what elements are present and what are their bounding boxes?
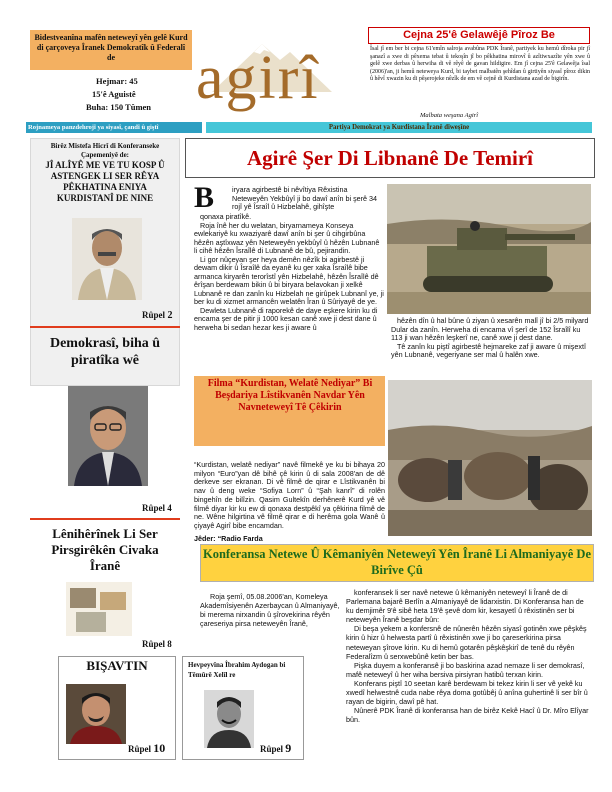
bisavtin-title[interactable]: BIŞAVTIN <box>86 658 148 673</box>
portrait-photo-icon <box>68 386 148 486</box>
lead-paragraph: qonaxa piratîkê. <box>200 212 252 221</box>
announcement-body: Îsal jî em ber bi cejna 61'emîn salroja avabûna PDK Îranê, partiyek ku hemû dîroka pir jî şanazî a xwe di pêxema tebat û tekoşîn jî bo pêkhatina mirovî û azîtiwxazîte yên xwe û gelê xwe derbas û herwiha di vê rêyê de gavan hildigire. Em jî cejna 25'ê Gelawêja îsal (2006)'an, ji hemû neteweya Kurd, bi taybet malbatên şehîdan û girtiyên siyasî pîroz dikin û hêvî xwazin ku di pêşerojeke nêzîk de em vê cejnê di Kurdistana azad de bigirîn. <box>370 46 590 83</box>
issue-date: 15'ê Aguistê <box>92 89 136 99</box>
issue-price: Buha: 150 Tûmen <box>86 102 152 112</box>
lead-paragraph: Roja înê her du welatan, biryarnameya Konseya ewlekariyê ku xwaziyarê dawî anîn bi şer û cihgirbûna hêzên aştîxwaz yên Neteweyên yekbûyî û hêzên Lubnanê li cihê hêzên Îsraîlê di Lubnanê de bû, pejirandin. <box>194 220 380 255</box>
announcement-title: Cejna 25'ê Gelawêjê Pîroz Be <box>368 27 590 44</box>
lead-paragraph: Dewleta Lubnanê di raporekê de daye eşkere kirin ku di encama şer de pitir ji 1000 kesan canê xwe ji dest dane û herweha bi sedan hezar kes ji aware û <box>194 305 378 332</box>
illustration-photo-icon <box>66 582 132 636</box>
portrait-photo-icon <box>66 684 126 744</box>
newspaper-logo: agirî <box>196 44 320 112</box>
page-ref-number: 9 <box>285 741 292 755</box>
portrait-photo-icon <box>204 690 254 748</box>
page-ref-number: 10 <box>153 741 166 755</box>
lead-paragraph: hêzên dîn û hal bûne û ziyan û xesarên malî jî bi 2/5 milyard Dular da zanîn. Herweha di encama vî şerî de 152 Îsraîlî ku 113 ji wan hêzên leşkerî ne, canê xwe ji dest dane. <box>391 316 589 342</box>
conference-body-right <box>346 588 592 724</box>
interview-headline[interactable]: JÎ ALÎYÊ ME VE TU KOSP Û ASTENGEK LI SER RÊYA PÊKHATINA ENIYA KURDISTANÎ DE NINE <box>45 160 165 203</box>
film-body: “Kurdistan, welatê nediyar” navê filmekê ye ku bi bihaya 20 milyon “Euro”yan dê bihê çê kirin û di sala 2008'an de dê derkeve ser ekranan. Di vê filmê de qirar e Lîstikvanên bi nav û deng weke “Sofiya Lorn” û “Şah kanrî” di rolên bingehîn de bilîzin. Qasim Gultekîn derhênerê Kurd yê vê filmê diyar kir ku ew di qonaxa destpêkî ya çêkirina filmê de ne. Wêne hilgirtina vê filmê qirar e di herêma gola Wanê û çiyayê Agirî bibe encamdan. <box>194 460 385 530</box>
divider <box>30 326 180 328</box>
democracy-teaser-title[interactable]: Demokrasî, biha û piratîka wê <box>49 336 161 368</box>
page-ref-2[interactable] <box>142 310 173 321</box>
society-teaser-title[interactable]: Lênihêrînek Li Ser Pirsgirêkên Civaka Îranê <box>51 526 159 573</box>
page-ref-number: 2 <box>167 310 173 321</box>
lead-headline[interactable]: Agirê Şer Di Libnanê De Temirî <box>246 146 534 170</box>
lead-paragraph: Li gor nûçeyan şer heya demên nêzîk bi agirbestê ji dewam dikir û Îsraîlê da eyanê ku ger xaka Îsraîlê bibe armanca kiryarên terorîstî yên Hizbelahê, hêzên Îsraîlê dê êrîşan berdewam bikin û bi biryara belavokan ji xelkê Lubnanê re dan zanîn ku Hizbelah ne girûpek Lubnanî ye, ji ber ku di xizmet armancên welatên Îran û Sûriyayê de ye. <box>194 254 384 306</box>
divider <box>30 518 180 520</box>
tank-photo-icon <box>387 184 591 314</box>
lead-body <box>194 213 384 332</box>
lead-first-line: iryara agirbestê bi nêvîtiya Rêxistina Neteweyên Yekbûyî ji bo dawî anîn bi şerê 34 rojî yê Îsraîl û Hizbelahê, gihîşte <box>232 185 378 211</box>
conference-paragraph: Nûnerê PDK Îranê di konferansa han de birêz Kekê Hacî û Dr. Mîro Elîyar bûn. <box>346 706 589 725</box>
page-ref-label: Rûpel <box>142 310 166 320</box>
page-ref-8[interactable]: Rûpel 8 <box>142 639 172 649</box>
masthead-tagline: Bidestveanîna mafên neteweyî yên gelê Kurd di çarçoveya Îranek Demokratîk û Federalî de <box>30 30 192 70</box>
conference-paragraph: konferansek li ser navê netewe û kêmaniyên neteweyî li Îranê de di Parlemana bajarê Berlîn a Almaniyayê de lidarxistin. Di Konferansa han de ku demjimêr 9'ê sibê heta 19'ê şevê dom kir, kesayetî û rêxistinên ser bi neteweyên Îranê beşdar bûn: <box>346 588 584 625</box>
page-ref-4[interactable]: Rûpel 4 <box>142 503 172 513</box>
page-ref-label: Rûpel <box>260 744 284 754</box>
conference-body-left: Roja şemî, 05.08.2006'an, Komeleya Akademîsiyenên Azerbaycan û Almaniyayê, bi merema nirxandin û şîrovekirina rêyên çareseriya pirsa neteweyên Îranê, <box>200 592 340 628</box>
page-ref-10[interactable] <box>128 741 165 756</box>
issue-number: Hejmar: 45 <box>96 76 138 86</box>
conference-paragraph: Di beşa yekem a konfersnê de nûnerên hêzên siyasî gotinên xwe pêşkêş kirin û hizr û helwesta partî û rêxistinên xwe ji bo çareserkirina pirsa neteweyan şîrove kirin. Ku di hemû gotarên pêşkêşkirî de tenê du rêyên Federalîzm û serxwebûnê ketin ber bas. <box>346 624 587 661</box>
lead-paragraph: Tê zanîn ku piştî agirbestê hejmareke zaf ji aware û mişextî yên Lubnanê, vegeriyane ser mal û halên xwe. <box>391 341 586 359</box>
page-ref-label: Rûpel <box>128 744 152 754</box>
interview-teaser-text[interactable]: Hevpeyvîna Îbrahim Aydogan bi Têmûrê Xelîl re <box>188 661 286 679</box>
conference-headline[interactable]: Konferansa Netewe Û Kêmaniyên Neteweyî Yên Îranê Li Almaniyayê De Birîve Çû <box>202 547 591 577</box>
subtitle-bar-right: Partiya Demokrat ya Kurdistana Îranê diweşîne <box>206 122 592 133</box>
conference-paragraph: Konferans piştî 10 seetan karê berdewam bi tekez kirin li ser vê yekê ku xwedî helwestnê cuda nabe rêya doma gotûbêj û anîna guhertinê li ser bîr û rayan de bigirin, dawî pê hat. <box>346 678 588 707</box>
portrait-photo-icon <box>72 218 142 300</box>
conference-paragraph: Pişka duyem a konferansê ji bo baskirina azad nemaze li ser demokrasî, mafê neteweyî û her wiha bersiva pirsiyran hatibû terxan kirin. <box>346 660 585 679</box>
subtitle-bar-left: Rojnameya panzdehrojî ya siyasî, çandî û giştî <box>26 122 202 133</box>
film-headline[interactable]: Filma “Kurdistan, Welatê Nediyar” Bi Beşdariya Lîstikvanên Navdar Yên Navneteweyî Tê Çêkirin <box>207 378 373 413</box>
announcement-signature: Malbata weşana Agirî <box>420 112 479 119</box>
film-source: Jêder: “Radio Farda <box>194 534 263 543</box>
lead-continued <box>391 317 591 360</box>
drop-cap: B <box>194 181 215 214</box>
interview-intro: Birêz Mistefa Hicrî di Konferanseke Çapemeniyê de: <box>50 142 160 159</box>
refugees-photo-icon <box>388 380 592 536</box>
page-ref-9[interactable] <box>260 741 291 756</box>
